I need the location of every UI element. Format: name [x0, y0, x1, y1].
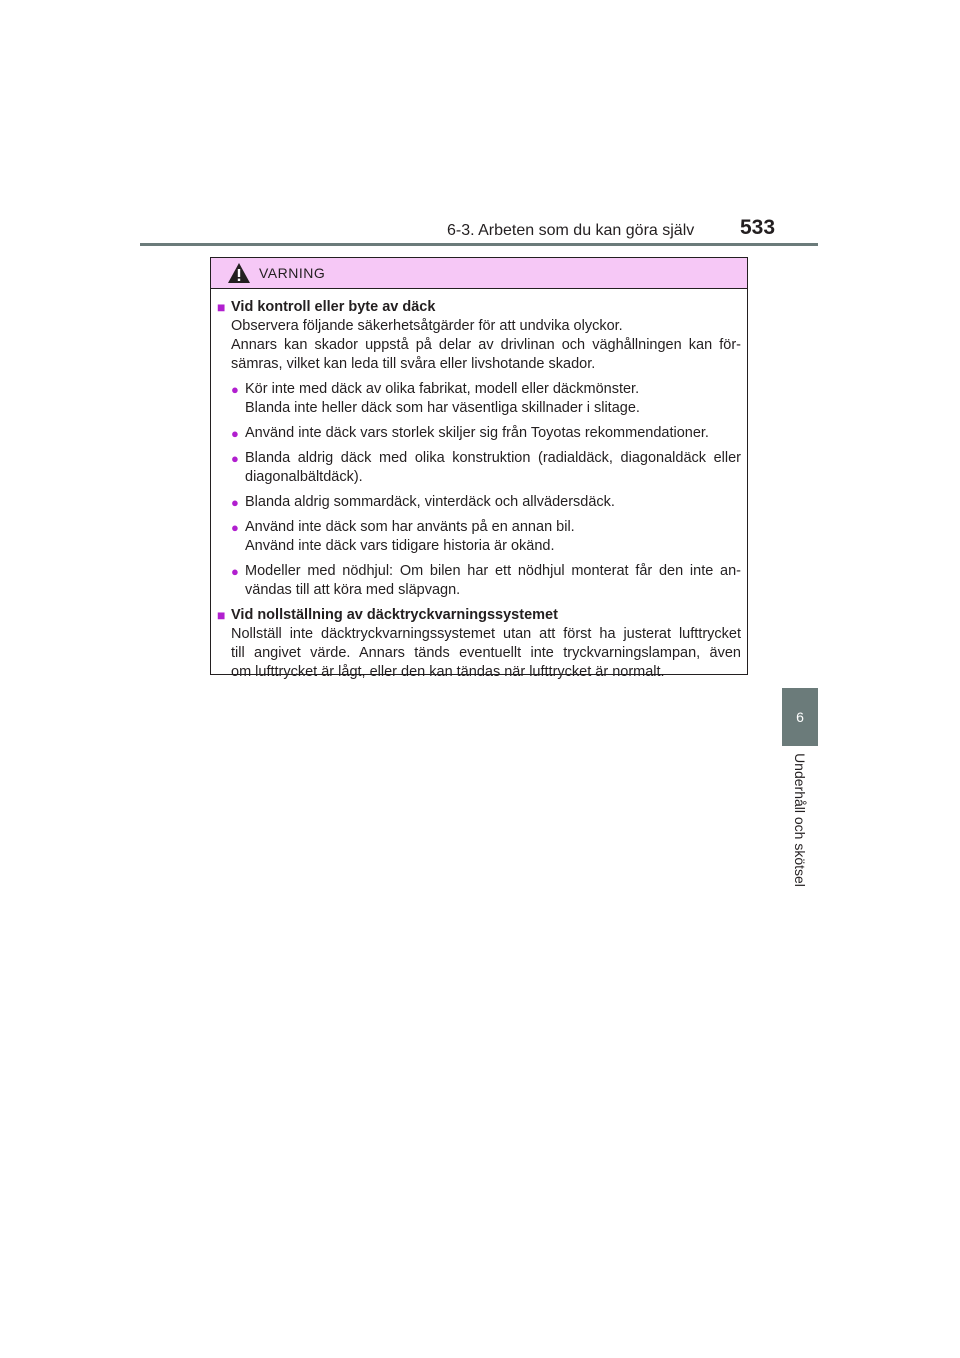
list-item	[217, 518, 741, 556]
list-item-line: Använd inte däck som har använts på en annan bil.	[245, 519, 575, 535]
paragraph-line: om lufttrycket är lågt, eller den kan tändas när lufttrycket är normalt.	[231, 664, 665, 680]
list-item	[217, 424, 741, 443]
header-rule	[140, 243, 818, 246]
list-item	[217, 562, 741, 600]
list-item-line: Modeller med nödhjul: Om bilen har ett nödhjul monterat får den inte an-	[245, 563, 741, 579]
circle-bullet-icon: ●	[231, 564, 239, 579]
list-item-text	[245, 424, 741, 443]
list-item-line: Blanda aldrig däck med olika konstruktion (radialdäck, diagonaldäck eller	[245, 450, 741, 466]
circle-bullet-icon: ●	[231, 426, 239, 441]
list-item-line: vändas till att köra med släpvagn.	[245, 582, 461, 598]
warning-header	[211, 258, 747, 289]
list-item-line: Använd inte däck vars tidigare historia är okänd.	[245, 538, 555, 554]
warning-triangle-icon	[227, 262, 251, 284]
section-heading-text: Vid kontroll eller byte av däck	[231, 299, 436, 315]
circle-bullet-icon: ●	[231, 520, 239, 535]
warning-title: VARNING	[259, 265, 326, 281]
list-item-text	[245, 518, 741, 556]
list-item-text	[245, 449, 741, 487]
square-bullet-icon: ■	[217, 607, 226, 623]
chapter-label: Underhåll och skötsel	[792, 753, 808, 887]
square-bullet-icon: ■	[217, 299, 226, 315]
paragraph-line: Nollställ inte däcktryckvarningssystemet utan att först ha justerat lufttrycket	[231, 626, 741, 642]
list-item	[217, 380, 741, 418]
list-item-text	[245, 562, 741, 600]
list-item-text	[245, 380, 741, 418]
section-paragraph	[217, 625, 741, 682]
chapter-number: 6	[796, 709, 804, 725]
section-paragraph	[217, 317, 741, 374]
header-section-title: 6-3. Arbeten som du kan göra själv	[447, 222, 695, 239]
paragraph-line: till angivet värde. Annars tänds eventuellt inte tryckvarningslampan, även	[231, 645, 741, 661]
circle-bullet-icon: ●	[231, 495, 239, 510]
paragraph-line: Annars kan skador uppstå på delar av drivlinan och väghållningen kan för-	[231, 337, 741, 353]
list-item-line: Använd inte däck vars storlek skiljer sig från Toyotas rekommendationer.	[245, 425, 709, 441]
page-number: 533	[740, 216, 776, 239]
warning-body	[211, 289, 747, 682]
list-item-line: diagonalbältdäck).	[245, 469, 363, 485]
warning-box	[210, 257, 748, 680]
chapter-tab	[782, 688, 818, 746]
section-heading	[217, 298, 741, 317]
circle-bullet-icon: ●	[231, 382, 239, 397]
list-item-line: Kör inte med däck av olika fabrikat, modell eller däckmönster.	[245, 381, 640, 397]
section-heading	[217, 606, 741, 625]
list-item-text	[245, 493, 741, 512]
paragraph-line: Observera följande säkerhetsåtgärder för att undvika olyckor.	[231, 318, 623, 334]
paragraph-line: sämras, vilket kan leda till svåra eller livshotande skador.	[231, 356, 596, 372]
section-heading-text: Vid nollställning av däcktryckvarningssystemet	[231, 607, 558, 623]
list-item-line: Blanda aldrig sommardäck, vinterdäck och allvädersdäck.	[245, 494, 615, 510]
circle-bullet-icon: ●	[231, 451, 239, 466]
list-item-line: Blanda inte heller däck som har väsentliga skillnader i slitage.	[245, 400, 640, 416]
list-item	[217, 449, 741, 487]
list-item	[217, 493, 741, 512]
